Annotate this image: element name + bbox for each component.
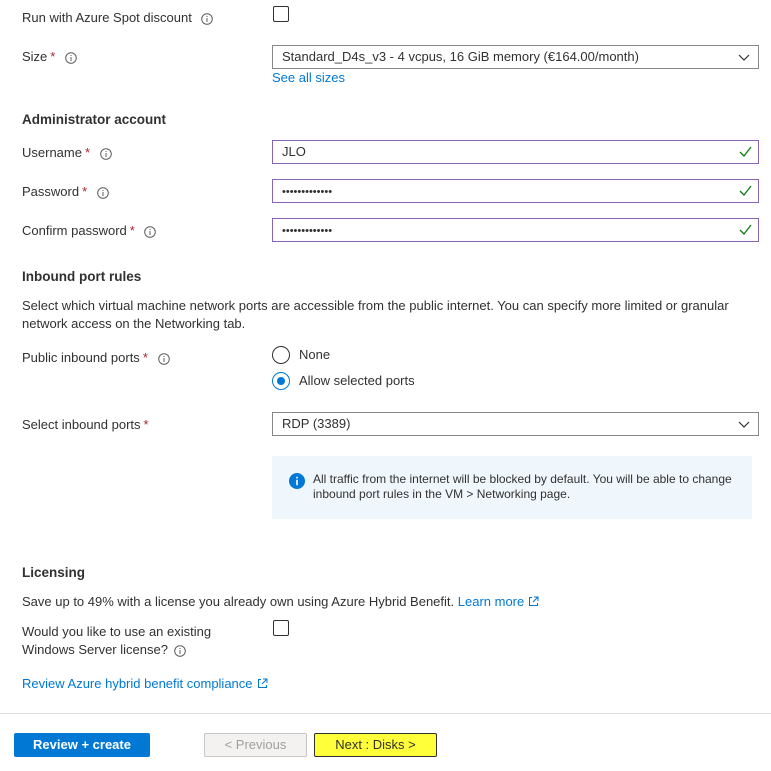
size-label-text: Size [22, 49, 48, 64]
password-value: ••••••••••••• [282, 186, 333, 198]
external-link-icon [528, 596, 539, 607]
info-filled-icon [289, 473, 305, 489]
required-marker: * [50, 49, 56, 64]
select-inbound-ports-label [22, 417, 149, 432]
public-inbound-ports-text: Public inbound ports [22, 350, 140, 365]
required-marker: * [143, 417, 149, 432]
radio-allow-selected-ports-label: Allow selected ports [299, 373, 415, 388]
size-select[interactable] [272, 45, 759, 69]
required-marker: * [84, 145, 91, 160]
info-message-text: All traffic from the internet will be blocked by default. You will be able to change inbound port rules in the VM > Networking page. [313, 472, 732, 501]
radio-none[interactable] [272, 346, 290, 364]
licensing-description [22, 593, 539, 611]
admin-account-heading: Administrator account [22, 112, 167, 127]
spot-discount-text: Run with Azure Spot discount [22, 10, 192, 25]
info-icon[interactable] [144, 226, 156, 238]
next-disks-label: Next : Disks > [335, 737, 416, 752]
checkmark-icon [739, 224, 752, 235]
info-icon[interactable] [100, 148, 112, 160]
confirm-password-input[interactable] [272, 218, 759, 242]
radio-selected-dot [277, 377, 285, 385]
licensing-heading: Licensing [22, 565, 86, 580]
footer-divider [0, 713, 771, 714]
info-icon[interactable] [97, 187, 109, 199]
review-create-button[interactable]: Review + create [14, 733, 150, 757]
chevron-down-icon [738, 52, 750, 62]
review-hybrid-benefit-link[interactable] [22, 676, 268, 691]
checkmark-icon [739, 185, 752, 196]
info-message-box [272, 456, 752, 519]
external-link-icon [257, 678, 268, 689]
inbound-description: Select which virtual machine network ports are accessible from the public internet. You can specify more limited or granular network access on the Networking tab. [22, 298, 729, 331]
licensing-description-text: Save up to 49% with a license you already own using Azure Hybrid Benefit. [22, 594, 455, 609]
inbound-ports-select-value: RDP (3389) [282, 416, 351, 431]
username-label-text: Username [22, 145, 82, 160]
previous-button[interactable]: < Previous [204, 733, 307, 757]
existing-license-checkbox[interactable] [273, 620, 289, 636]
inbound-port-rules-heading: Inbound port rules [22, 269, 142, 284]
existing-license-label [22, 623, 211, 659]
learn-more-text: Learn more [457, 594, 525, 609]
existing-license-line2: Windows Server license? [22, 642, 168, 657]
existing-license-line2-wrap [22, 641, 211, 659]
confirm-password-value: ••••••••••••• [282, 225, 333, 237]
see-all-sizes-link[interactable]: See all sizes [272, 70, 345, 85]
required-marker: * [142, 350, 148, 365]
spot-discount-checkbox[interactable] [273, 6, 289, 22]
confirm-password-label-text: Confirm password [22, 223, 127, 238]
password-input[interactable] [272, 179, 759, 203]
size-label [22, 49, 77, 64]
chevron-down-icon [738, 419, 750, 429]
password-label-text: Password [22, 184, 80, 199]
info-icon[interactable] [158, 353, 170, 365]
radio-none-label: None [299, 347, 331, 362]
existing-license-line1: Would you like to use an existing [22, 624, 212, 639]
info-icon[interactable] [201, 13, 213, 25]
info-icon[interactable] [174, 645, 186, 657]
required-marker: * [129, 223, 135, 238]
username-input[interactable] [272, 140, 759, 164]
select-inbound-ports-text: Select inbound ports [22, 417, 141, 432]
confirm-password-label [22, 223, 156, 238]
review-hybrid-benefit-text: Review Azure hybrid benefit compliance [22, 676, 253, 691]
learn-more-link[interactable] [458, 594, 539, 609]
next-disks-button[interactable] [314, 733, 437, 757]
public-inbound-ports-label [22, 350, 170, 365]
required-marker: * [82, 184, 88, 199]
info-icon[interactable] [65, 52, 77, 64]
radio-allow-selected-ports[interactable] [272, 372, 290, 390]
username-label [22, 145, 112, 160]
password-label [22, 184, 109, 199]
spot-discount-label [22, 10, 213, 25]
username-value: JLO [282, 144, 306, 159]
inbound-ports-select[interactable] [272, 412, 759, 436]
checkmark-icon [739, 146, 752, 157]
size-select-value: Standard_D4s_v3 - 4 vcpus, 16 GiB memory (€164.00/month) [282, 49, 639, 64]
